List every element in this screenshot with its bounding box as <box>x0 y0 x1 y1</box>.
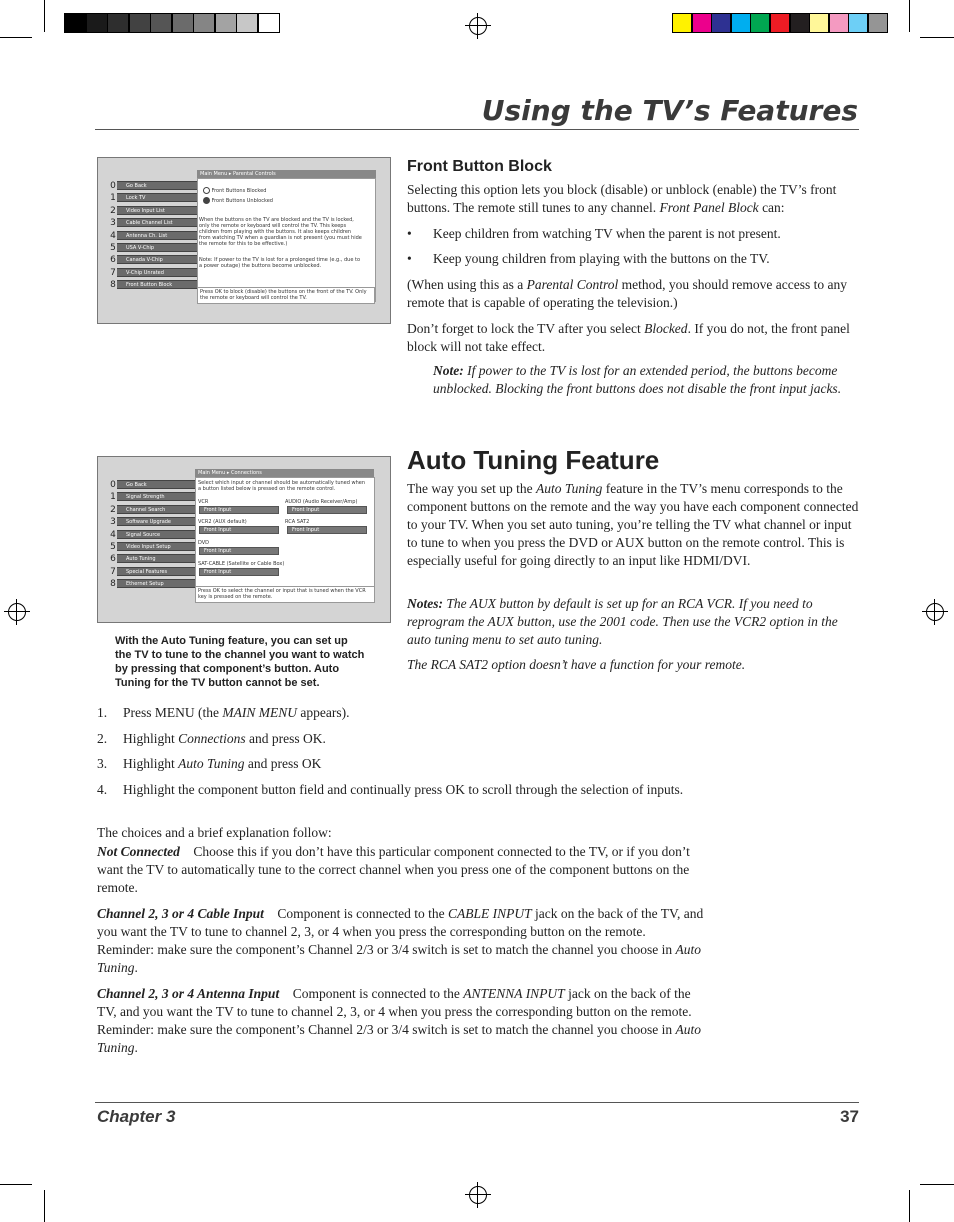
parental-controls-screenshot <box>97 157 391 324</box>
menu-item-number: 0 <box>110 480 116 490</box>
step-item <box>97 704 707 722</box>
menu-item-number: 4 <box>110 529 116 540</box>
menu-item-number: 0 <box>110 181 116 191</box>
menu-item-label: Special Features <box>126 568 168 575</box>
menu-item-number: 3 <box>110 218 116 229</box>
breadcrumb-root: Main Menu <box>200 171 228 177</box>
menu-item[interactable] <box>110 218 204 229</box>
breadcrumb-arrow-icon: ▸ <box>228 171 233 177</box>
gray-swatch <box>86 13 108 33</box>
color-swatch <box>750 13 770 33</box>
menu-item-number: 5 <box>110 542 116 552</box>
gray-swatch <box>193 13 215 33</box>
gray-swatch <box>172 13 194 33</box>
color-swatch <box>692 13 712 33</box>
vcr-label: VCR <box>198 499 209 505</box>
choices-section <box>97 824 705 1065</box>
step-text: Highlight Connections and press OK. <box>123 731 326 746</box>
menu-item-number: 8 <box>110 579 116 590</box>
rcasat2-field[interactable]: Front Input <box>287 526 367 534</box>
choices-intro: The choices and a brief explanation follow: <box>97 825 332 840</box>
option-blocked[interactable]: Front Buttons Blocked <box>203 187 266 194</box>
gray-swatch <box>150 13 172 33</box>
step-item <box>97 730 707 748</box>
registration-mark-icon <box>469 1186 487 1204</box>
color-swatch <box>770 13 790 33</box>
step-text: Highlight Auto Tuning and press OK <box>123 756 322 771</box>
vcr2-field[interactable]: Front Input <box>199 526 279 534</box>
chapter-label: Chapter 3 <box>97 1107 176 1126</box>
gray-swatch <box>107 13 129 33</box>
satcable-field[interactable]: Front Input <box>199 568 279 576</box>
breadcrumb-arrow-icon: ▸ <box>226 470 231 476</box>
lock-reminder-para: Don’t forget to lock the TV after you select Blocked. If you do not, the front panel block will not take effect. <box>407 321 850 354</box>
parental-options-panel <box>197 178 376 302</box>
menu-item-label: Ethernet Setup <box>126 581 164 588</box>
menu-item-label: Antenna Ch. List <box>126 232 168 239</box>
header-rule <box>95 129 859 130</box>
registration-mark-icon <box>926 603 944 621</box>
menu-item[interactable] <box>110 566 204 577</box>
audio-label: AUDIO (Audio Receiver/Amp) <box>285 499 358 505</box>
option-unblocked[interactable]: Front Buttons Unblocked <box>203 197 273 204</box>
color-swatch <box>848 13 868 33</box>
menu-item[interactable] <box>110 243 204 253</box>
rcasat2-label: RCA SAT2 <box>285 519 310 525</box>
def-not-connected: Not Connected Choose this if you don’t have this particular component connected to the TV, or if you don’t want the TV to automatically tune to the correct channel when you press one of the component buttons on the remote. <box>97 844 690 895</box>
registration-mark-icon <box>469 17 487 35</box>
option-description: When the buttons on the TV are blocked and the TV is locked, only the remote or keyboard will control the TV. This keeps children from playing with the buttons. It also keeps children from watching TV when a guardian is not present (you must hide the remote for this to be effective.) <box>199 217 362 247</box>
front-button-heading: Front Button Block <box>407 158 552 175</box>
color-swatch <box>868 13 888 33</box>
menu-item-label: Video Input Setup <box>126 544 171 550</box>
step-text: Press MENU (the MAIN MENU appears). <box>123 705 350 720</box>
menu-item[interactable] <box>110 504 204 515</box>
menu-item-number: 6 <box>110 554 116 565</box>
dvd-field[interactable]: Front Input <box>199 547 279 555</box>
auto-tuning-heading: Auto Tuning Feature <box>407 445 660 475</box>
menu-item-number: 3 <box>110 517 116 528</box>
menu-item[interactable] <box>110 529 204 540</box>
crop-mark <box>920 37 954 38</box>
menu-item[interactable] <box>110 554 204 565</box>
auto-tuning-intro: Select which input or channel should be automatically tuned when a button listed below is pressed on the remote control. <box>198 480 366 492</box>
registration-mark-icon <box>8 603 26 621</box>
color-swatch <box>809 13 829 33</box>
menu-item-label: Video Input List <box>126 207 165 214</box>
color-swatch <box>711 13 731 33</box>
step-item <box>97 755 707 773</box>
color-swatch <box>731 13 751 33</box>
auto-tuning-panel <box>195 477 375 601</box>
gray-swatch <box>215 13 237 33</box>
gray-swatch <box>258 13 280 33</box>
crop-mark <box>909 1190 910 1222</box>
front-button-body <box>407 181 859 364</box>
menu-item-number: 1 <box>110 193 116 204</box>
menu-item-number: 8 <box>110 280 116 291</box>
menu-item[interactable] <box>110 267 204 278</box>
dvd-label: DVD <box>198 540 210 546</box>
menu-item[interactable] <box>110 205 204 216</box>
breadcrumb <box>195 469 374 477</box>
menu-item-label: Cable Channel List <box>126 220 173 227</box>
step-number: 4. <box>97 782 108 797</box>
def-cable-input: Channel 2, 3 or 4 Cable Input Component is connected to the CABLE INPUT jack on the back of the TV, and you want the TV to tune to channel 2, 3, or 4 when you press the corresponding button on the remote. Reminder: make sure the component’s Channel 2/3 or 3/4 switch is set to match the channel you choose in Auto Tuning. <box>97 906 704 975</box>
satcable-label: SAT-CABLE (Satellite or Cable Box) <box>198 561 285 567</box>
front-button-para: Selecting this option lets you block (disable) or unblock (enable) the TV’s front buttons. The remote still tunes to any channel. Front Panel Block can: <box>407 182 837 215</box>
menu-item-label: Software Upgrade <box>126 519 172 526</box>
menu-item-number: 4 <box>110 230 116 241</box>
option-description-note: Note: If power to the TV is lost for a prolonged time (e.g., due to a power outage) the buttons become unblocked. <box>199 257 361 269</box>
radio-selected-icon <box>203 197 210 204</box>
bullet-icon: • <box>407 226 412 241</box>
breadcrumb-leaf: Parental Controls <box>232 171 276 177</box>
menu-item-label: Go Back <box>126 183 147 189</box>
step-number: 1. <box>97 705 108 720</box>
crop-mark <box>44 0 45 32</box>
menu-item[interactable] <box>110 517 204 528</box>
menu-item[interactable] <box>110 280 204 291</box>
page-title: Using the TV’s Features <box>481 94 858 127</box>
menu-item-number: 1 <box>110 492 116 503</box>
crop-mark <box>0 1184 32 1185</box>
breadcrumb <box>197 170 376 178</box>
menu-item-label: Go Back <box>126 482 147 488</box>
menu-item-number: 7 <box>110 267 116 278</box>
menu-item[interactable] <box>110 579 204 590</box>
bullet-item: • Keep young children from playing with the buttons on the TV. <box>407 251 770 266</box>
page-number: 37 <box>840 1107 859 1126</box>
menu-item-number: 2 <box>110 504 116 515</box>
menu-item[interactable] <box>110 542 204 552</box>
menu-item-number: 6 <box>110 255 116 266</box>
menu-item-label: Signal Source <box>126 531 161 538</box>
menu-item[interactable] <box>110 255 204 266</box>
menu-item-label: Channel Search <box>126 506 166 513</box>
parental-control-para: (When using this as a Parental Control method, you should remove access to any remote that is capable of operating the television.) <box>407 277 847 310</box>
vcr-field[interactable]: Front Input <box>199 506 279 514</box>
help-text-box: Press OK to select the channel or input that is tuned when the VCR key is pressed on the remote. <box>195 586 375 603</box>
front-button-note: Note: If power to the TV is lost for an extended period, the buttons become unblocked. Blocking the front buttons does not disable the front input jacks. <box>433 363 842 396</box>
connections-screenshot <box>97 456 391 623</box>
menu-item-number: 7 <box>110 566 116 577</box>
step-text: Highlight the component button field and continually press OK to scroll through the selection of inputs. <box>123 782 684 797</box>
crop-mark <box>0 37 32 38</box>
crop-mark <box>44 1190 45 1222</box>
menu-item-label: Signal Strength <box>126 494 165 501</box>
gray-swatch <box>236 13 258 33</box>
menu-item-label: Auto Tuning <box>126 556 156 563</box>
menu-item[interactable] <box>110 230 204 241</box>
auto-tuning-para: The way you set up the Auto Tuning feature in the TV’s menu corresponds to the component buttons on the remote and the way you have each component connected to your TV. When you set auto tuning, you’re telling the TV what channel or input to tune to when you press the DVD or AUX button on the remote control. This is especially useful for going directly to an input like HDMI/DVI. <box>407 481 859 568</box>
menu-item-label: Lock TV <box>126 195 146 202</box>
footer-rule <box>95 1102 859 1103</box>
menu-item[interactable] <box>110 181 204 191</box>
color-swatch <box>672 13 692 33</box>
vcr2-label: VCR2 (AUX default) <box>198 519 247 525</box>
breadcrumb-root: Main Menu <box>198 470 226 476</box>
auto-tuning-notes-2: The RCA SAT2 option doesn’t have a function for your remote. <box>407 657 746 672</box>
crop-mark <box>909 0 910 32</box>
radio-icon <box>203 187 210 194</box>
figure-caption: With the Auto Tuning feature, you can set up the TV to tune to the channel you want to watch by pressing that component’s button. Auto Tuning for the TV button cannot be set. <box>115 635 365 689</box>
gray-swatch <box>64 13 86 33</box>
menu-item-label: V-Chip Unrated <box>126 269 164 276</box>
color-swatch <box>790 13 810 33</box>
step-number: 3. <box>97 756 108 771</box>
breadcrumb-leaf: Connections <box>230 470 262 476</box>
def-antenna-input: Channel 2, 3 or 4 Antenna Input Component is connected to the ANTENNA INPUT jack on the back of the TV, and you want the TV to tune to channel 2, 3, or 4 when you press the corresponding button on the remote. Reminder: make sure the component’s Channel 2/3 or 3/4 switch is set to match the channel you choose in Auto Tuning. <box>97 986 701 1055</box>
auto-tuning-notes: Notes: The AUX button by default is set up for an RCA VCR. If you need to reprogram the AUX button, use the 2001 code. Then use the VCR2 option in the auto tuning menu to set auto tuning. <box>407 596 838 647</box>
bullet-item: • Keep children from watching TV when the parent is not present. <box>407 226 781 241</box>
audio-field[interactable]: Front Input <box>287 506 367 514</box>
menu-item-label: Front Button Block <box>126 282 173 289</box>
menu-item[interactable] <box>110 193 204 204</box>
menu-item-number: 2 <box>110 205 116 216</box>
menu-item[interactable] <box>110 480 204 490</box>
menu-item-number: 5 <box>110 243 116 253</box>
color-swatch <box>829 13 849 33</box>
menu-item-label: Canada V-Chip <box>126 257 163 264</box>
step-number: 2. <box>97 731 108 746</box>
help-text-box: Press OK to block (disable) the buttons on the front of the TV. Only the remote or keyboard will control the TV. <box>197 287 375 304</box>
bullet-icon: • <box>407 251 412 266</box>
menu-item[interactable] <box>110 492 204 503</box>
menu-item-label: USA V-Chip <box>126 245 155 251</box>
auto-tuning-body <box>407 480 859 578</box>
gray-swatch <box>129 13 151 33</box>
crop-mark <box>920 1184 954 1185</box>
step-item <box>97 781 707 799</box>
